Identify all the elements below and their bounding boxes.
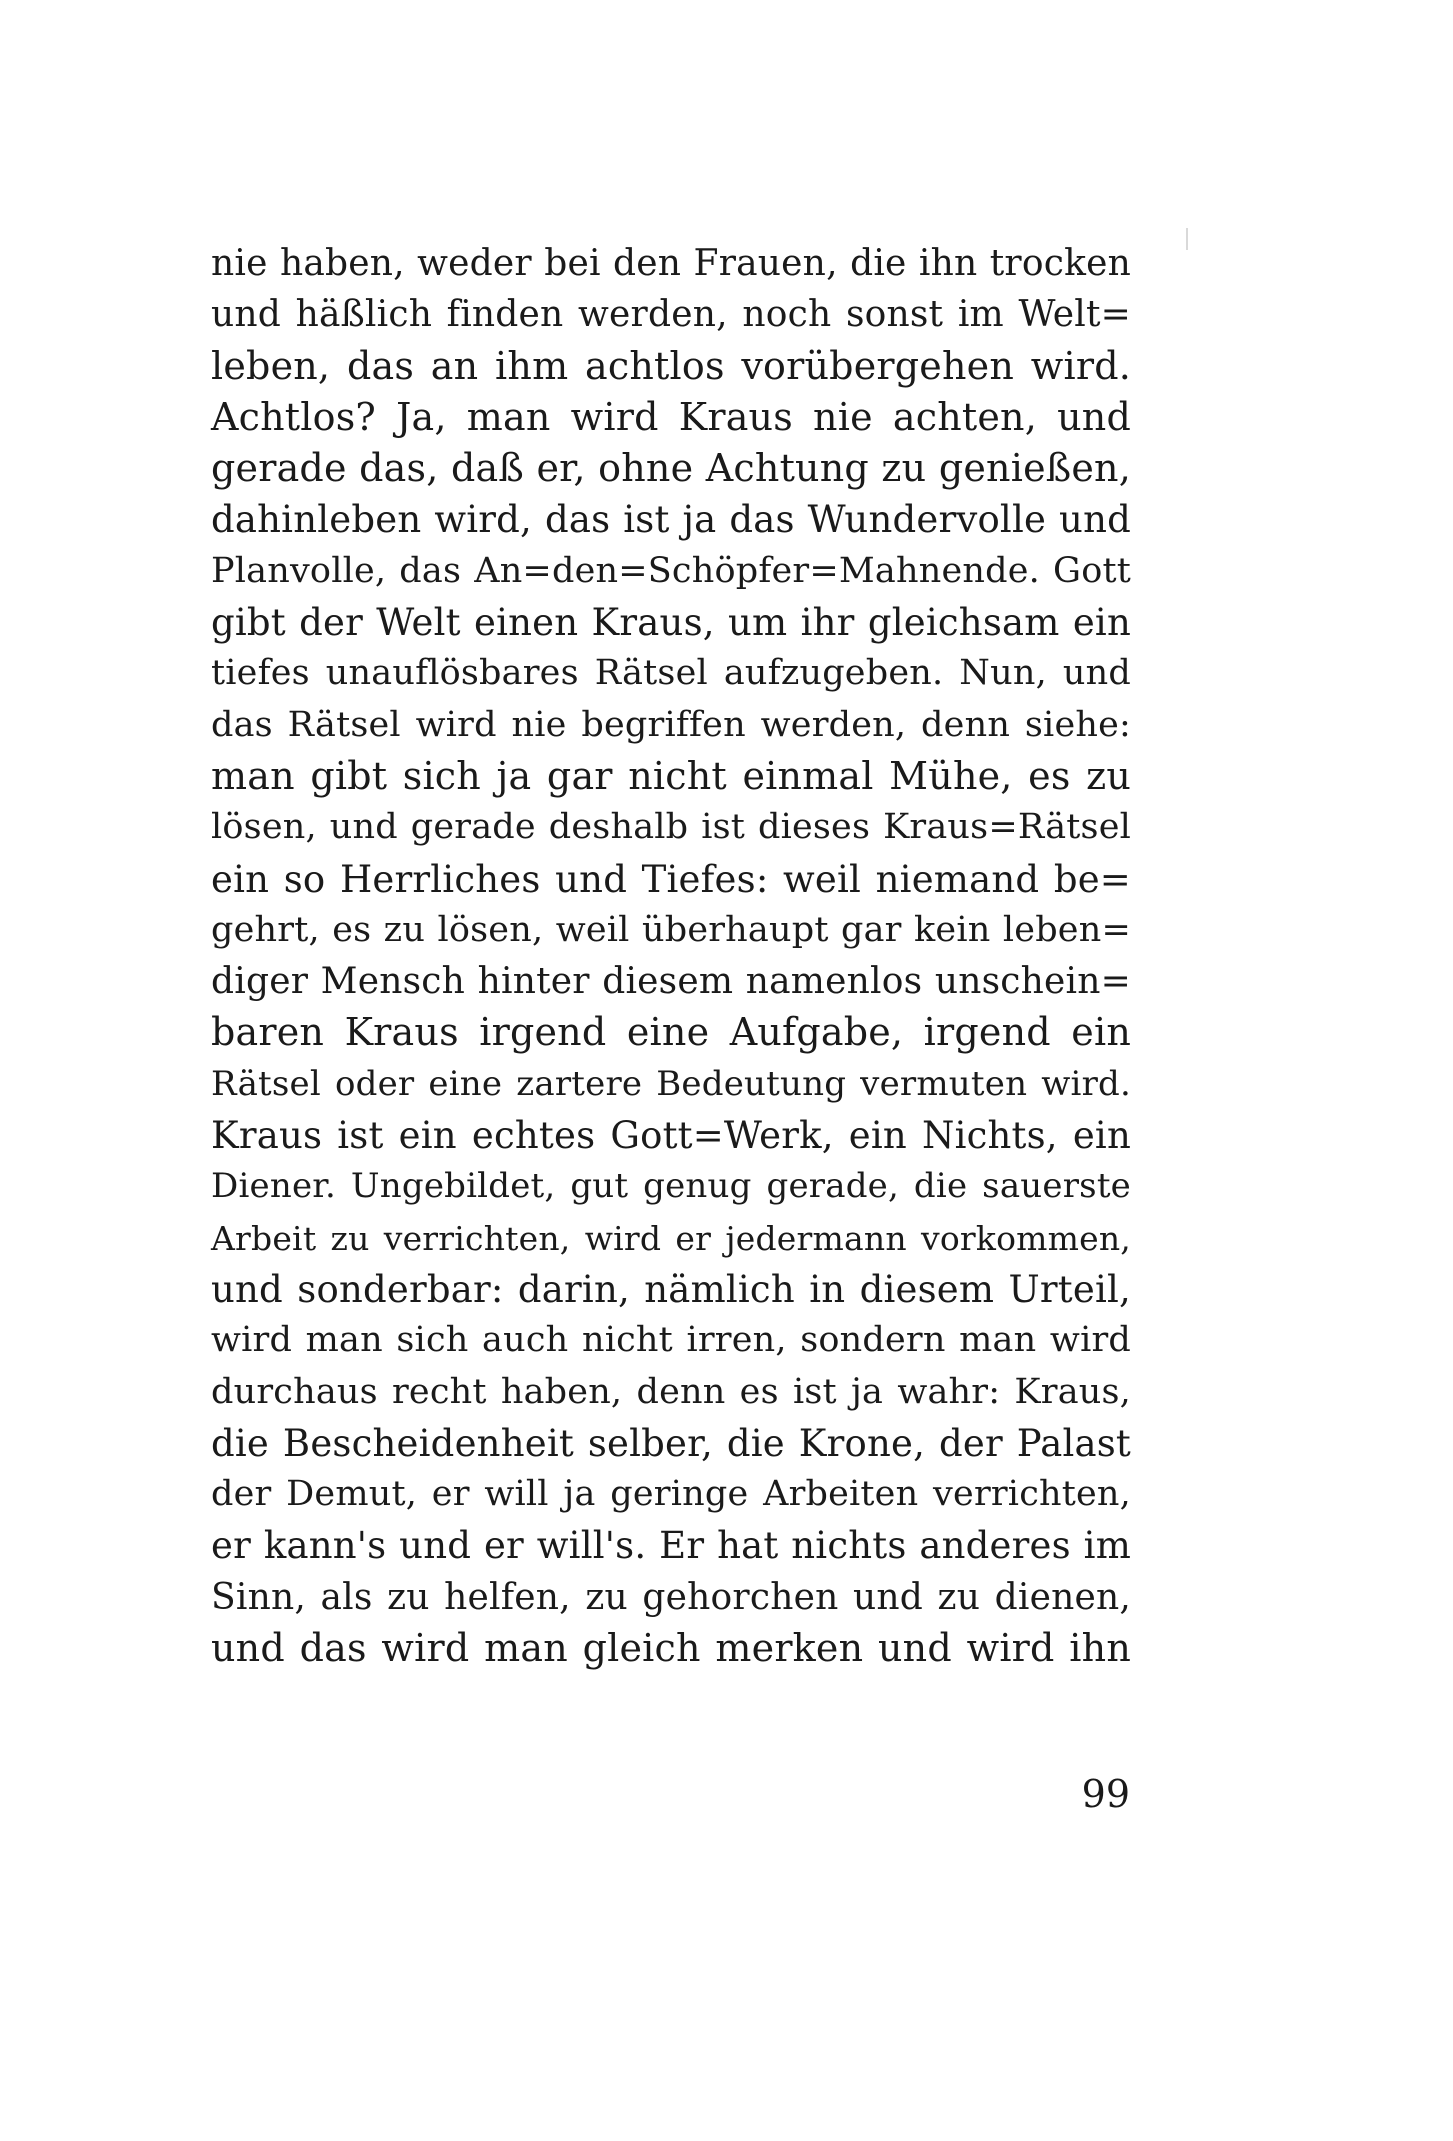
text-line: Arbeit zu verrichten, wird er jedermann vorkommen,	[211, 1218, 1131, 1258]
text-line: diger Mensch hinter diesem namenlos unschein=	[211, 961, 1131, 1003]
text-line: gerade das, daß er, ohne Achtung zu genießen,	[211, 446, 1131, 491]
text-line: dahinleben wird, das ist ja das Wundervolle und	[211, 498, 1131, 542]
text-line: gibt der Welt einen Kraus, um ihr gleichsam ein	[211, 601, 1131, 645]
text-line: er kann's und er will's. Er hat nichts anderes im	[211, 1524, 1131, 1568]
text-line: nie haben, weder bei den Frauen, die ihn trocken	[211, 243, 1131, 284]
text-line: Planvolle, das An=den=Schöpfer=Mahnende. Gott	[211, 550, 1131, 591]
text-line: lösen, und gerade deshalb ist dieses Kraus=Rätsel	[211, 807, 1131, 848]
text-line: baren Kraus irgend eine Aufgabe, irgend ein	[211, 1010, 1131, 1055]
text-line: man gibt sich ja gar nicht einmal Mühe, es zu	[211, 753, 1131, 798]
text-line: Achtlos? Ja, man wird Kraus nie achten, und	[211, 394, 1131, 439]
text-line: durchaus recht haben, denn es ist ja wahr: Kraus,	[211, 1371, 1131, 1412]
text-line: tiefes unauflösbares Rätsel aufzugeben. Nun, und	[211, 653, 1131, 694]
text-line: Kraus ist ein echtes Gott=Werk, ein Nichts, ein	[211, 1114, 1131, 1158]
page-number: 99	[1081, 1772, 1130, 1816]
text-line: und das wird man gleich merken und wird ihn	[211, 1626, 1131, 1671]
text-line: ein so Herrliches und Tiefes: weil niemand be=	[211, 857, 1131, 901]
scan-artifact-mark	[1186, 228, 1188, 250]
body-text	[211, 238, 1131, 1674]
text-line: Rätsel oder eine zartere Bedeutung vermuten wird.	[211, 1063, 1131, 1104]
text-line: und häßlich finden werden, noch sonst im Welt=	[211, 294, 1131, 336]
text-line: und sonderbar: darin, nämlich in diesem Urteil,	[211, 1267, 1131, 1311]
text-line: Sinn, als zu helfen, zu gehorchen und zu dienen,	[211, 1576, 1131, 1618]
text-line: die Bescheidenheit selber, die Krone, der Palast	[211, 1421, 1131, 1465]
text-line: wird man sich auch nicht irren, sondern man wird	[211, 1320, 1131, 1361]
text-line: das Rätsel wird nie begriffen werden, denn siehe:	[211, 704, 1131, 745]
text-line: der Demut, er will ja geringe Arbeiten verrichten,	[211, 1474, 1131, 1515]
text-line: Diener. Ungebildet, gut genug gerade, die sauerste	[211, 1166, 1131, 1207]
text-line: gehrt, es zu lösen, weil überhaupt gar kein leben=	[211, 909, 1131, 950]
text-line: leben, das an ihm achtlos vorübergehen wird.	[211, 343, 1131, 388]
